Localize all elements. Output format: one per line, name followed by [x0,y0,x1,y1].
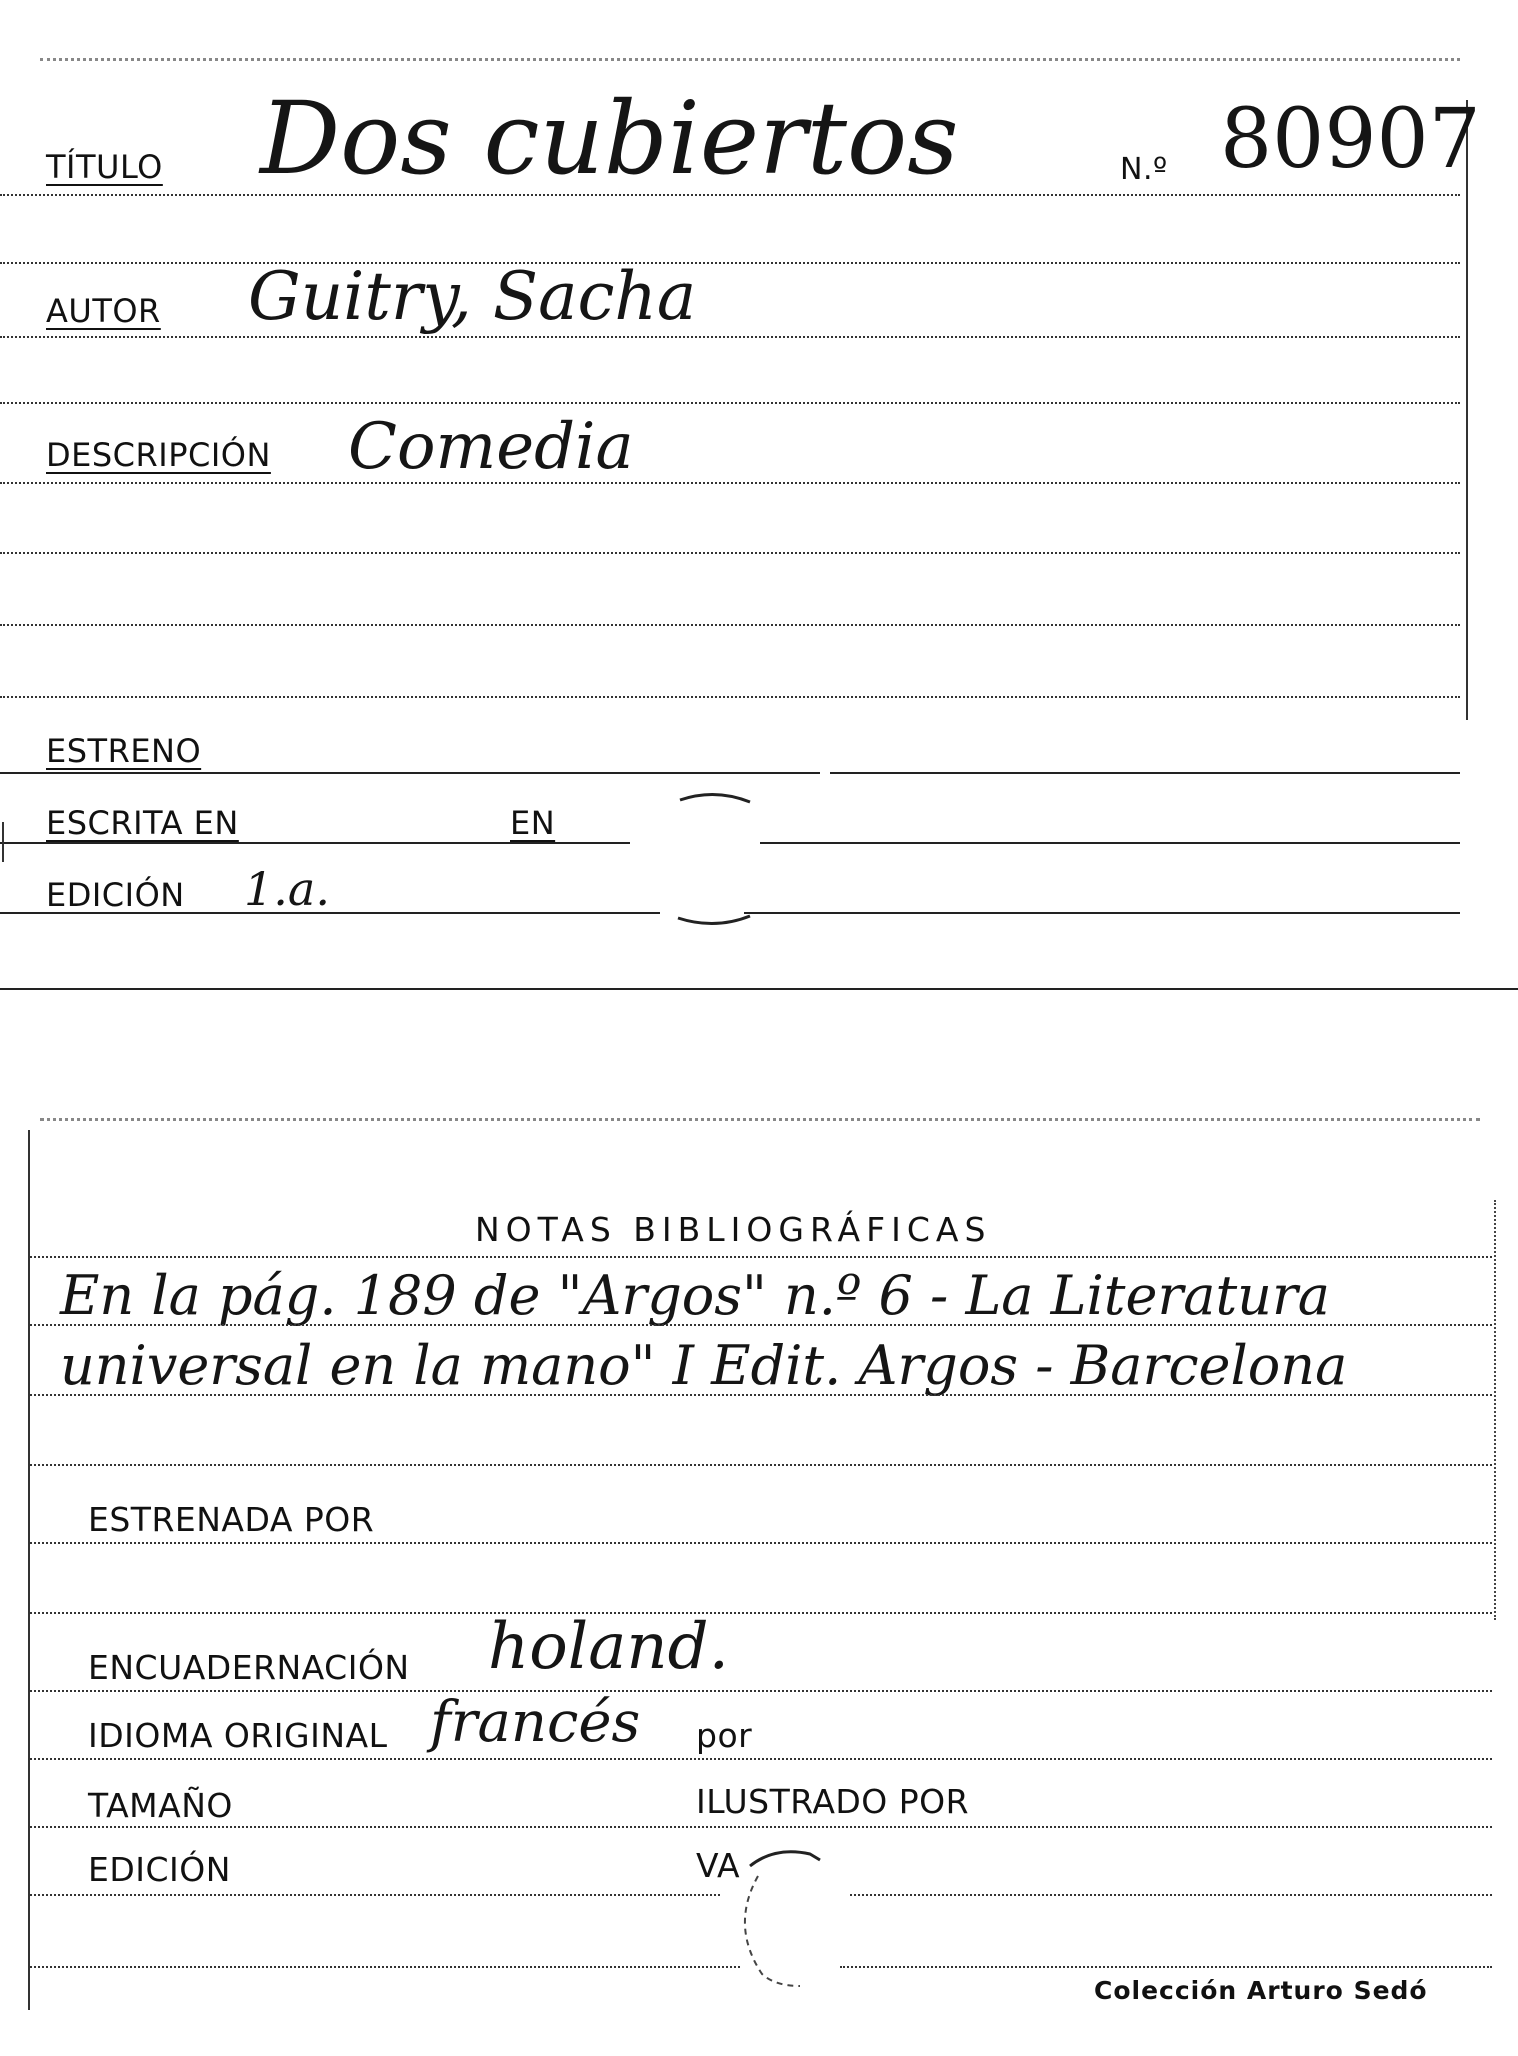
escrita-rule [0,842,630,844]
rule [30,1826,1492,1828]
punch-hole-mark [660,780,770,930]
notas-heading: NOTAS BIBLIOGRÁFICAS [475,1210,992,1249]
idioma-original-label: IDIOMA ORIGINAL [88,1716,388,1755]
rule [840,1966,1492,1968]
rule [30,1966,740,1968]
edicion-rule-right [744,912,1460,914]
rule [30,1758,1492,1760]
rule [30,1256,1492,1258]
en-label: EN [510,804,556,842]
notas-line-1: En la pág. 189 de "Argos" n.º 6 - La Literatura [60,1264,1330,1327]
rule [30,1612,1492,1614]
rule [0,262,1460,264]
estreno-rule-right [830,772,1460,774]
valor-label: VA [696,1846,741,1885]
descripcion-value: Comedia [348,410,634,484]
ilustrado-por-label: ILUSTRADO POR [696,1782,970,1821]
por-label: por [696,1716,753,1755]
titulo-value: Dos cubiertos [260,80,959,197]
rule [0,624,1460,626]
rule [0,696,1460,698]
rule [30,1394,1492,1396]
notas-line-2: universal en la mano" I Edit. Argos - Barcelona [60,1334,1348,1397]
tamano-label: TAMAÑO [88,1786,233,1825]
autor-label: AUTOR [46,292,161,330]
escrita-en-label: ESCRITA EN [46,804,239,842]
edicion-rule [0,912,660,914]
rule [850,1894,1492,1896]
card-left-edge [28,1130,30,2010]
edicion-value: 1.a. [244,862,330,916]
card-separator [0,988,1518,990]
scan-noise [40,1118,1480,1121]
autor-value: Guitry, Sacha [248,258,697,335]
margin-mark [2,822,4,862]
descripcion-rule [0,482,1460,484]
card-right-edge [1466,100,1468,720]
idioma-original-value: francés [430,1690,641,1755]
coleccion-stamp: Colección Arturo Sedó [1094,1976,1428,2005]
estreno-label: ESTRENO [46,732,202,770]
rule [30,1690,1492,1692]
numero-value: 80907 [1220,92,1481,187]
titulo-label: TÍTULO [46,148,163,186]
rule [0,552,1460,554]
punch-hole-mark [720,1836,840,1996]
scan-noise [40,58,1460,61]
encuadernacion-label: ENCUADERNACIÓN [88,1648,410,1687]
edicion-label: EDICIÓN [46,876,185,914]
card-right-edge [1494,1200,1496,1620]
rule [30,1324,1492,1326]
estreno-rule [0,772,820,774]
estrenada-por-label: ESTRENADA POR [88,1500,375,1539]
rule [30,1894,720,1896]
edicion-label: EDICIÓN [88,1850,231,1889]
rule [30,1542,1492,1544]
numero-label: N.º [1120,152,1168,187]
escrita-rule-right [760,842,1460,844]
rule [30,1464,1492,1466]
descripcion-label: DESCRIPCIÓN [46,436,271,474]
rule [0,402,1460,404]
encuadernacion-value: holand. [488,1610,729,1684]
autor-rule [0,336,1460,338]
titulo-rule [0,194,1460,196]
